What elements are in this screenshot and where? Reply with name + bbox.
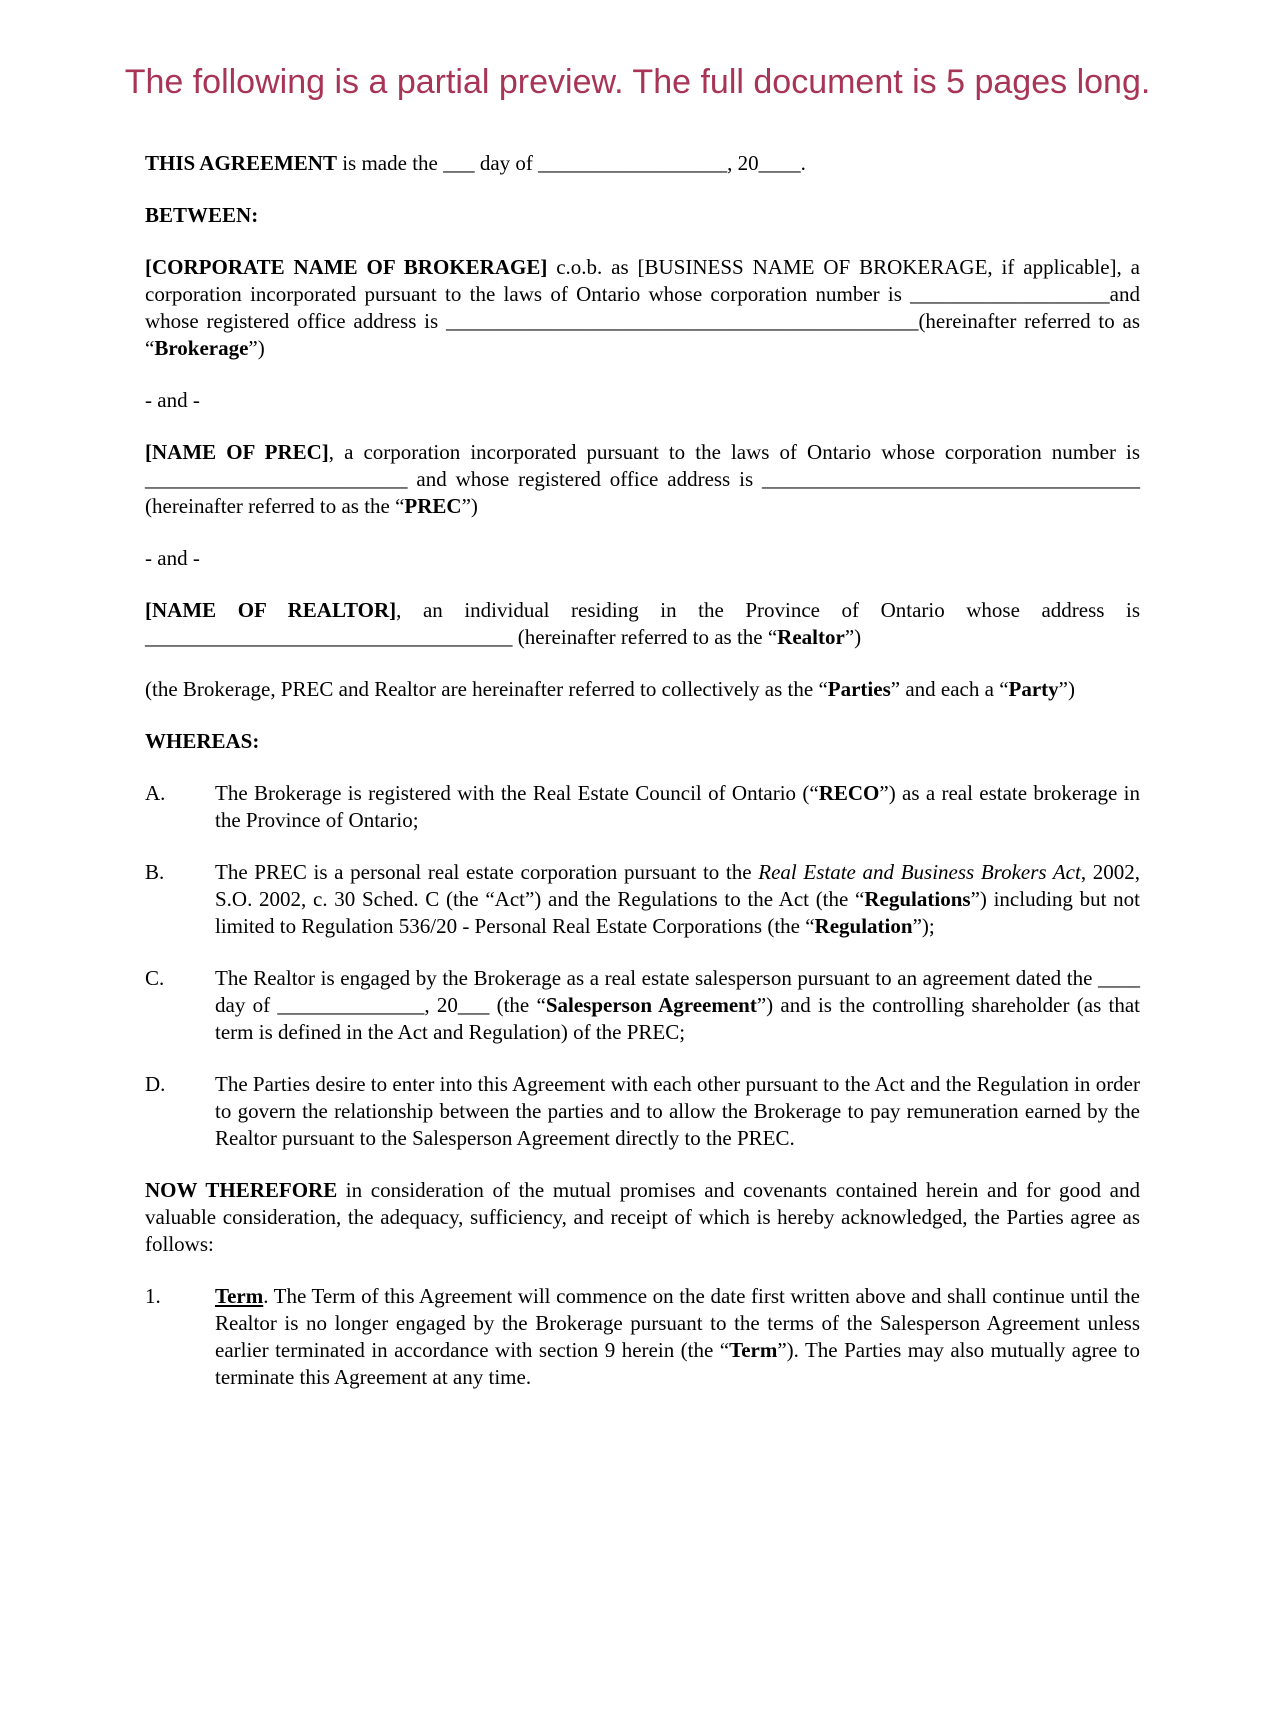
recital-a-label: A. [145,781,166,805]
recital-d-label: D. [145,1072,166,1096]
text-run: . The Term of this Agreement will commence on the date first written above and shall continue until the Realtor is no longer engaged by the Brokerage pursuant to the terms of the Salesperson Agreement unless earlier terminated in accordance with section 9 herein (the “ [215,1284,1140,1362]
text-run: ”) including but not limited to Regulation 536/20 - Personal Real Estate Corporations (the “ [215,887,1140,938]
text-run: The Realtor is engaged by the Brokerage as a real estate salesperson pursuant to an agreement dated the ____ day of ______________, 20___ (the “ [215,966,1140,1017]
recital-a-text [215,780,1140,834]
text-run: in consideration of the mutual promises and covenants contained herein and for good and valuable consideration, the adequacy, sufficiency, and receipt of which is hereby acknowledged, the Parties agree as follows: [145,1178,1140,1256]
text-run: - and - [145,388,200,412]
text-run: [NAME OF PREC] [145,440,329,464]
text-run: [CORPORATE NAME OF BROKERAGE] [145,255,548,279]
text-run: NOW THEREFORE [145,1178,338,1202]
paragraph-and-separator-1 [145,387,1140,414]
text-run: Regulations [864,887,971,911]
section-1-label: 1. [145,1284,161,1308]
recital-d [145,1071,1140,1152]
paragraph-realtor-party [145,597,1140,651]
paragraph-brokerage-party [145,254,1140,362]
text-run: Term [215,1284,264,1308]
text-run: , an individual residing in the Province of Ontario whose address is ___________________________________ (hereinafter referred to as the “ [145,598,1140,649]
text-run: Realtor [777,625,845,649]
section-1-term [145,1283,1140,1391]
text-run: Real Estate and Business Brokers Act [758,860,1081,884]
recital-a [145,780,1140,834]
text-run: is made the ___ day of __________________, 20____. [336,151,806,175]
text-run: PREC [404,494,462,518]
recital-c [145,965,1140,1046]
text-run: ”) [461,494,478,518]
section-1-text [215,1283,1140,1391]
text-run: WHEREAS: [145,729,260,753]
text-run: Brokerage [154,336,249,360]
paragraph-now-therefore [145,1177,1140,1258]
text-run: Salesperson Agreement [545,993,757,1017]
paragraph-opening-date [145,150,1140,177]
text-run: , 2002, S.O. 2002, c. 30 Sched. C (the “Act”) and the Regulations to the Act (the “ [215,860,1140,911]
paragraph-parties-definition [145,676,1140,703]
text-run: c.o.b. as [BUSINESS NAME OF BROKERAGE, if applicable], a corporation incorporated pursuant to the laws of Ontario whose corporation number is ___________________and whose registered office address is _____________________________________________(hereinafter referred to as “ [145,255,1140,360]
paragraph-prec-party [145,439,1140,520]
recital-b-text [215,859,1140,940]
text-run: The Parties desire to enter into this Agreement with each other pursuant to the Act and the Regulation in order to govern the relationship between the parties and to allow the Brokerage to pay remuneration earned by the Realtor pursuant to the Salesperson Agreement directly to the PREC. [215,1072,1140,1150]
agreement-body [145,150,1140,1391]
text-run: Term [729,1338,778,1362]
text-run: The Brokerage is registered with the Real Estate Council of Ontario (“ [215,781,819,805]
text-run: , a corporation incorporated pursuant to the laws of Ontario whose corporation number is _________________________ and whose registered office address is ____________________________________ (hereinafter referred to as the “ [145,440,1140,518]
text-run: The PREC is a personal real estate corporation pursuant to the [215,860,759,884]
paragraph-between-heading [145,202,1140,229]
text-run: THIS AGREEMENT [145,151,337,175]
text-run: RECO [818,781,880,805]
recital-d-text [215,1071,1140,1152]
recital-b-label: B. [145,860,165,884]
paragraph-and-separator-2 [145,545,1140,572]
text-run: ”). The Parties may also mutually agree to terminate this Agreement at any time. [215,1338,1141,1389]
recital-c-label: C. [145,966,165,990]
text-run: (the Brokerage, PREC and Realtor are hereinafter referred to collectively as the “ [145,677,828,701]
text-run: [NAME OF REALTOR] [145,598,397,622]
text-run: Party [1008,677,1059,701]
text-run: Parties [827,677,891,701]
text-run: - and - [145,546,200,570]
text-run: ” and each a “ [890,677,1009,701]
text-run: ”); [912,914,935,938]
text-run: ”) [1058,677,1075,701]
document-page [0,62,1275,1391]
text-run: ”) and is the controlling shareholder (as that term is defined in the Act and Regulation) of the PREC; [215,993,1140,1044]
recital-b [145,859,1140,940]
text-run: Regulation [814,914,913,938]
text-run: ”) [248,336,265,360]
paragraph-whereas-heading [145,728,1140,755]
text-run: BETWEEN: [145,203,259,227]
text-run: ”) [844,625,862,649]
recital-c-text [215,965,1140,1046]
text-run: ”) as a real estate brokerage in the Province of Ontario; [215,781,1140,832]
preview-banner-text: The following is a partial preview. The full document is 5 pages long. [124,63,1151,101]
